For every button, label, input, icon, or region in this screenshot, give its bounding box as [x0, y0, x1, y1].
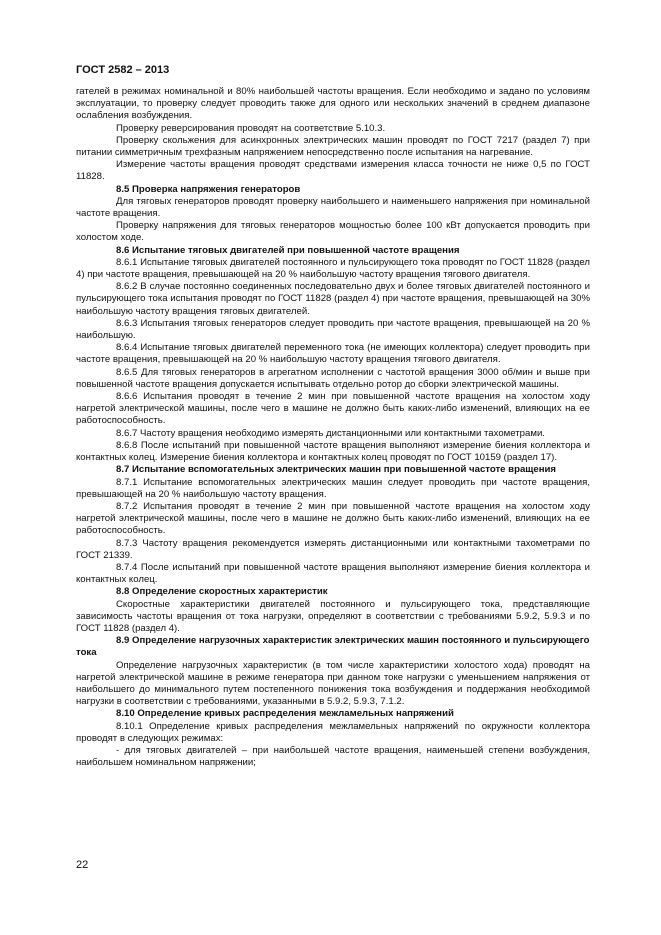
paragraph: 8.6.1 Испытание тяговых двигателей постоянного и пульсирующего тока проводят по ГОСТ 11828 (раздел 4) при частоте вращения, превышающей на 20 % наибольшую частоту вращения тягового двигателя.	[76, 256, 590, 281]
paragraph: 8.6.2 В случае постоянно соединенных последовательно двух и более тяговых двигателей постоянного и пульсирующего тока испытания проводят по ГОСТ 11828 (раздел 4) при частоте вращения, превышающей на 30% наибольшую частоту вращения тяговых двигателей.	[76, 281, 590, 317]
paragraph: - для тяговых двигателей – при наибольшей частоте вращения, наименьшей степени возбуждения, наибольшем номинальном напряжении;	[76, 744, 590, 769]
paragraph: 8.7.1 Испытание вспомогательных электрических машин следует проводить при частоте вращения, превышающей на 20 % наибольшую частоту вращения.	[76, 476, 590, 500]
document-body	[76, 86, 590, 769]
paragraph: 8.7.2 Испытания проводят в течение 2 мин при повышенной частоте вращения на холостом ходу нагретой электрической машины, после чего в машине не должно быть каких-либо изменений, влияющих на ее работоспособность.	[76, 500, 590, 537]
paragraph: Для тяговых генераторов проводят проверку наибольшего и наименьшего напряжения при номинальной частоте вращения.	[76, 195, 590, 220]
section-heading: 8.10 Определение кривых распределения межламельных напряжений	[116, 708, 454, 720]
paragraph: 8.6.8 После испытаний при повышенной частоте вращения выполняют измерение биения коллектора и контактных колец. Измерение биения коллектора и контактных колец проводят по ГОСТ 10159 (раздел 17).	[76, 439, 590, 464]
document-header: ГОСТ 2582 – 2013	[76, 64, 170, 76]
paragraph: Проверку реверсирования проводят на соответствие 5.10.3.	[116, 122, 386, 134]
paragraph: Измерение частоты вращения проводят средствами измерения класса точности не ниже 0,5 по ГОСТ 11828.	[76, 159, 590, 183]
paragraph: 8.7.3 Частоту вращения рекомендуется измерять дистанционными или контактными тахометрами по ГОСТ 21339.	[76, 537, 590, 561]
paragraph: 8.10.1 Определение кривых распределения межламельных напряжений по окружности коллектора проводят в следующих режимах:	[76, 720, 590, 744]
paragraph: гателей в режимах номинальной и 80% наибольшей частоты вращения. Если необходимо и задано по условиям эксплуатации, то проверку следует проводить также для одного или нескольких значений в среднем диапазоне ослабления возбуждения.	[76, 86, 590, 122]
paragraph: 8.6.5 Для тяговых генераторов в агрегатном исполнении с частотой вращения 3000 об/мин и выше при повышенной частоте вращения допускается испытывать отдельно ротор до сборки электрической машины.	[76, 366, 590, 390]
section-heading: 8.9 Определение нагрузочных характеристик электрических машин постоянного и пульсирующего тока	[76, 635, 590, 659]
section-heading: 8.7 Испытание вспомогательных электрических машин при повышенной частоте вращения	[116, 464, 556, 476]
paragraph: 8.6.6 Испытания проводят в течение 2 мин при повышенной частоте вращения на холостом ходу нагретой электрической машины, после чего в машине не должно быть каких-либо изменений, влияющих на ее работоспособность.	[76, 391, 590, 427]
paragraph: Проверку напряжения для тяговых генераторов мощностью более 100 кВт допускается проводить при холостом ходе.	[76, 220, 590, 244]
paragraph: Определение нагрузочных характеристик (в том числе характеристики холостого хода) проводят на нагретой электрической машине в режиме генератора при данном токе нагрузки с уменьшением напряжения от наибольшего до минимального путем постепенного понижения тока возбуждения и поддержания необходимой нагрузки в соответствии с требованиями, указанными в 5.9.2, 5.9.3, 7.1.2.	[76, 659, 590, 708]
paragraph: 8.6.7 Частоту вращения необходимо измерять дистанционными или контактными тахометрами.	[116, 427, 545, 439]
paragraph: Проверку скольжения для асинхронных электрических машин проводят по ГОСТ 7217 (раздел 7) при питании симметричным трехфазным напряжением непосредственно после испытания на нагревание.	[76, 134, 590, 159]
page-number: 22	[76, 859, 89, 871]
paragraph: 8.7.4 После испытаний при повышенной частоте вращения выполняют измерение биения коллектора и контактных колец.	[76, 561, 590, 586]
section-heading: 8.6 Испытание тяговых двигателей при повышенной частоте вращения	[116, 244, 460, 256]
section-heading: 8.5 Проверка напряжения генераторов	[116, 183, 301, 195]
section-heading: 8.8 Определение скоростных характеристик	[116, 586, 328, 598]
paragraph: 8.6.4 Испытание тяговых двигателей переменного тока (не имеющих коллектора) следует проводить при частоте вращения, превышающей на 20 % наибольшую частоту вращения тягового двигателя.	[76, 342, 590, 366]
paragraph: Скоростные характеристики двигателей постоянного и пульсирующего тока, представляющие зависимость частоты вращения от тока нагрузки, определяют в соответствии с требованиями 5.9.2, 5.9.3 и по ГОСТ 11828 (раздел 4).	[76, 598, 590, 634]
paragraph: 8.6.3 Испытания тяговых генераторов следует проводить при частоте вращения, превышающей на 20 % наибольшую.	[76, 317, 590, 342]
